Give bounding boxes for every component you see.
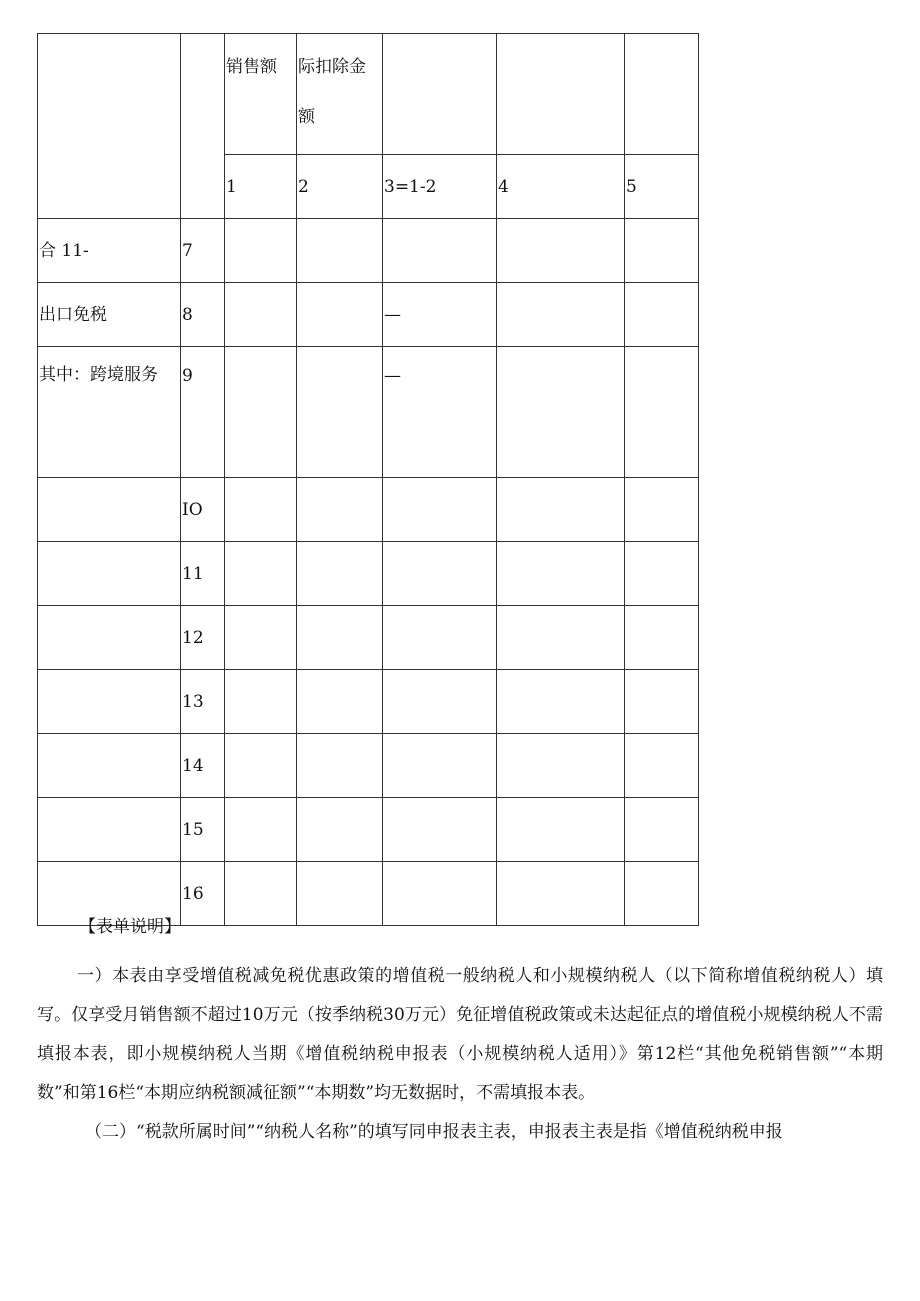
cell <box>497 734 625 798</box>
cell <box>497 347 625 478</box>
cell <box>297 283 383 347</box>
cell: — <box>383 347 497 478</box>
cell <box>297 347 383 478</box>
row-label <box>38 606 181 670</box>
col-number: 5 <box>625 155 699 219</box>
table-row <box>38 219 699 283</box>
table-row <box>38 283 699 347</box>
cell <box>297 798 383 862</box>
cell <box>297 478 383 542</box>
row-label <box>38 798 181 862</box>
cell <box>625 478 699 542</box>
row-number: 14 <box>181 734 225 798</box>
cell <box>383 734 497 798</box>
cell <box>297 542 383 606</box>
header-sales-amount: 销售额 <box>225 34 297 155</box>
cell <box>225 219 297 283</box>
cell <box>383 542 497 606</box>
cell <box>225 670 297 734</box>
cell <box>625 283 699 347</box>
row-number: 12 <box>181 606 225 670</box>
col-number: 1 <box>225 155 297 219</box>
form-notes <box>37 908 883 1152</box>
table-row <box>38 347 699 478</box>
cell <box>625 347 699 478</box>
header-deduction-amount: 际扣除金额 <box>297 34 383 155</box>
table-row <box>38 542 699 606</box>
row-label: 其中：跨境服务 <box>38 347 181 478</box>
row-label <box>38 478 181 542</box>
notes-title: 【表单说明】 <box>79 917 181 937</box>
cell <box>383 606 497 670</box>
cell <box>625 670 699 734</box>
cell: — <box>383 283 497 347</box>
cell <box>497 670 625 734</box>
cell <box>625 734 699 798</box>
table-row <box>38 670 699 734</box>
row-number: 8 <box>181 283 225 347</box>
cell <box>297 606 383 670</box>
col-number: 4 <box>497 155 625 219</box>
row-label: 出口免税 <box>38 283 181 347</box>
cell <box>383 478 497 542</box>
cell <box>297 734 383 798</box>
cell <box>383 219 497 283</box>
cell <box>497 606 625 670</box>
col-number: 2 <box>297 155 383 219</box>
cell <box>497 219 625 283</box>
cell <box>225 347 297 478</box>
cell <box>383 670 497 734</box>
cell <box>497 478 625 542</box>
table-row <box>38 734 699 798</box>
header-row-1 <box>38 34 699 155</box>
cell <box>625 219 699 283</box>
header-blank-cell <box>383 34 497 155</box>
cell <box>225 734 297 798</box>
tax-exemption-table <box>37 33 699 926</box>
row-number: 13 <box>181 670 225 734</box>
cell <box>297 670 383 734</box>
cell <box>383 798 497 862</box>
table-row <box>38 478 699 542</box>
row-label <box>38 670 181 734</box>
table-row <box>38 798 699 862</box>
notes-paragraph-1: 一）本表由享受增值税减免税优惠政策的增值税一般纳税人和小规模纳税人（以下简称增值税纳税人）填写。仅享受月销售额不超过10万元（按季纳税30万元）免征增值税政策或未达起征点的增值税小规模纳税人不需填报本表，即小规模纳税人当期《增值税纳税申报表（小规模纳税人适用）》第12栏“其他免税销售额”“本期数”和第16栏“本期应纳税额减征额”“本期数”均无数据时，不需填报本表。 <box>37 966 883 1103</box>
cell <box>625 542 699 606</box>
cell <box>225 798 297 862</box>
row-label <box>38 542 181 606</box>
cell <box>497 283 625 347</box>
cell <box>625 606 699 670</box>
cell <box>225 283 297 347</box>
header-blank-cell <box>38 34 181 219</box>
cell <box>225 542 297 606</box>
col-number: 3=1-2 <box>383 155 497 219</box>
header-blank-cell <box>625 34 699 155</box>
table-row <box>38 606 699 670</box>
notes-paragraph-2: （二）“税款所属时间”“纳税人名称”的填写同申报表主表，申报表主表是指《增值税纳税申报 <box>85 1122 783 1142</box>
header-blank-cell <box>181 34 225 219</box>
row-number: 15 <box>181 798 225 862</box>
cell <box>497 798 625 862</box>
cell <box>225 478 297 542</box>
row-number: 9 <box>181 347 225 478</box>
row-number: 11 <box>181 542 225 606</box>
row-label <box>38 734 181 798</box>
row-label: 合 11- <box>38 219 181 283</box>
header-blank-cell <box>497 34 625 155</box>
row-number: IO <box>181 478 225 542</box>
cell <box>625 798 699 862</box>
cell <box>297 219 383 283</box>
cell <box>225 606 297 670</box>
row-number: 7 <box>181 219 225 283</box>
cell <box>497 542 625 606</box>
row-number: 16 <box>181 862 225 926</box>
